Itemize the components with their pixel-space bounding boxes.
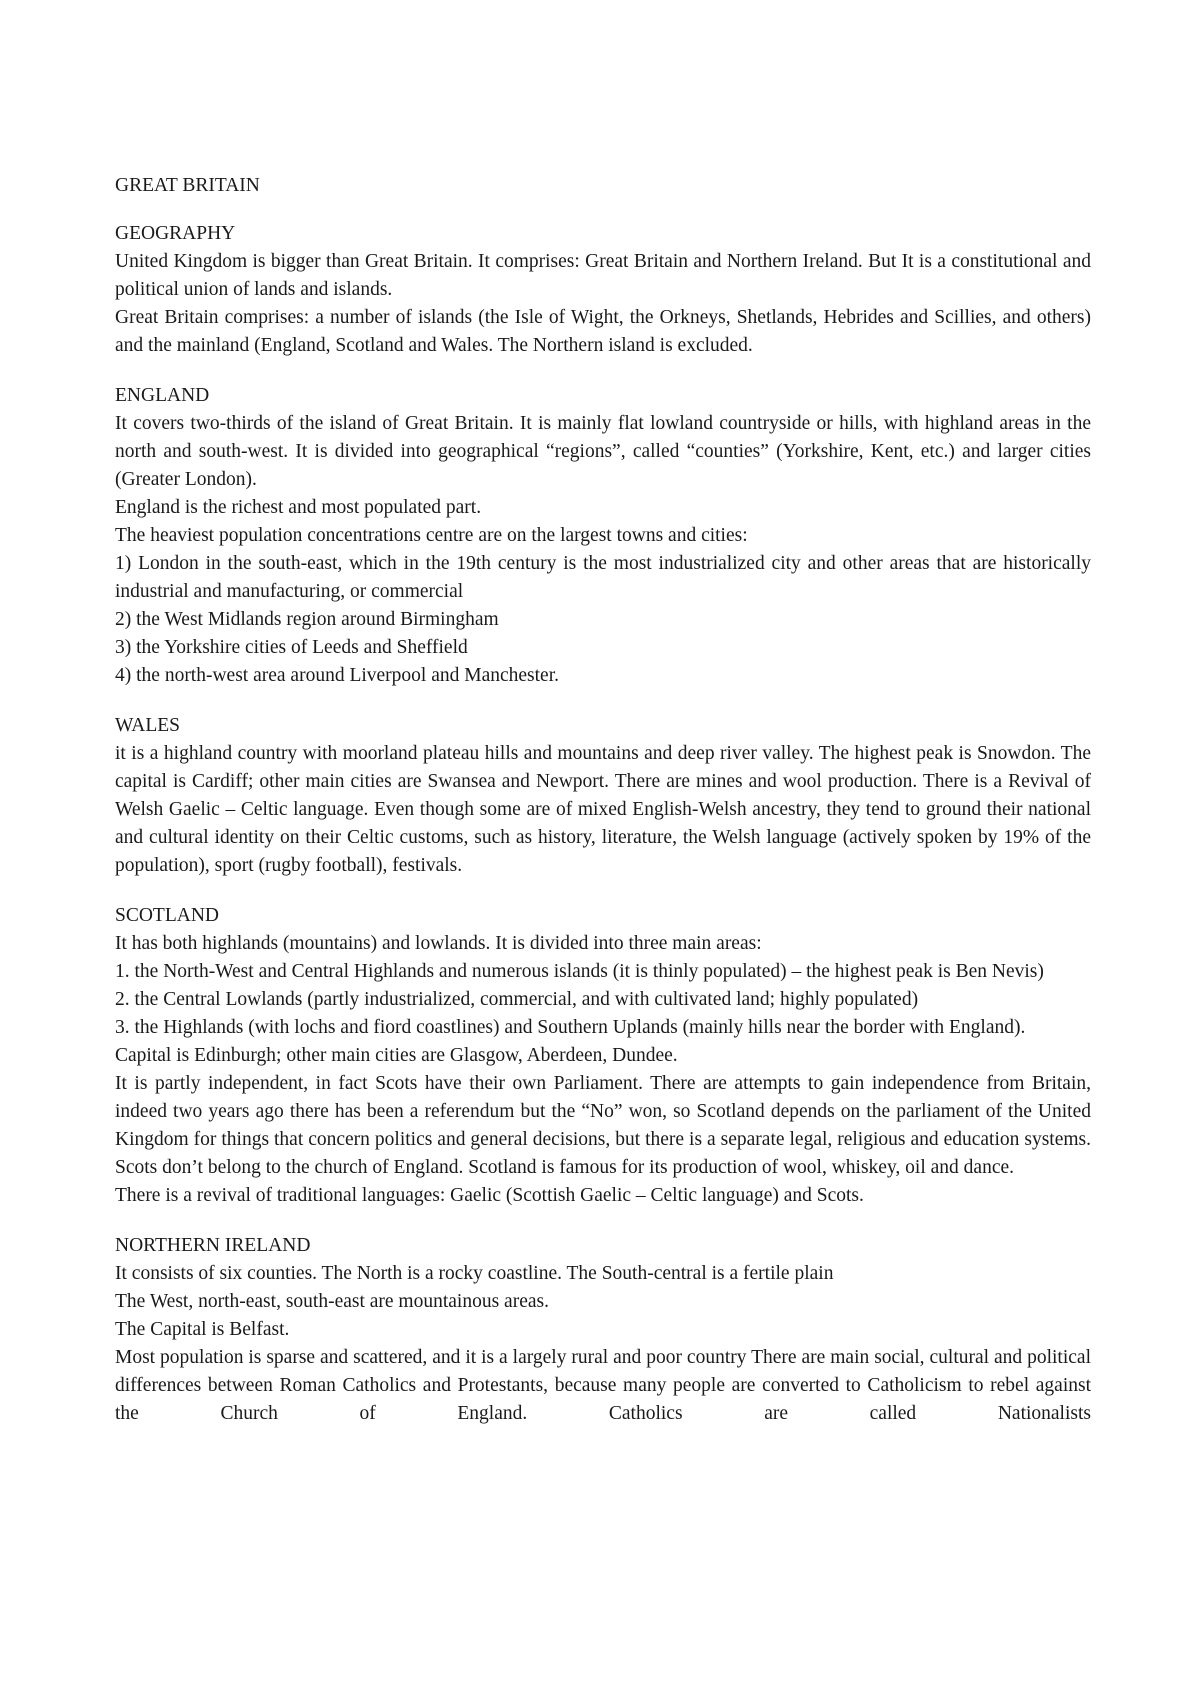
list-item: 3) the Yorkshire cities of Leeds and Sheffield xyxy=(115,637,468,658)
paragraph: The West, north-east, south-east are mountainous areas. xyxy=(115,1291,549,1312)
section-wales xyxy=(115,712,1091,880)
paragraph: It is partly independent, in fact Scots have their own Parliament. There are attempts to gain independence from Britain, indeed two years ago there has been a referendum but the “No” won, so Scotland depends on the parliament of the United Kingdom for things that concern politics and general decisions, but there is a separate legal, religious and education systems. Scots don’t belong to the church of England. Scotland is famous for its production of wool, whiskey, oil and dance. xyxy=(115,1073,1091,1178)
section-england xyxy=(115,382,1091,690)
paragraph: England is the richest and most populated part. xyxy=(115,497,482,518)
paragraph: Most population is sparse and scattered, and it is a largely rural and poor country There are main social, cultural and political differences between Roman Catholics and Protestants, because many people are converted to Catholicism to rebel against the Church of England. Catholics are called Nationalists xyxy=(115,1347,1091,1424)
section-northern-ireland xyxy=(115,1232,1091,1428)
document-title: GREAT BRITAIN xyxy=(115,175,260,196)
paragraph: The Capital is Belfast. xyxy=(115,1319,290,1340)
list-item: 2. the Central Lowlands (partly industrialized, commercial, and with cultivated land; highly populated) xyxy=(115,989,919,1010)
section-scotland xyxy=(115,902,1091,1210)
list-item: 3. the Highlands (with lochs and fiord coastlines) and Southern Uplands (mainly hills near the border with England). xyxy=(115,1017,1026,1038)
paragraph: United Kingdom is bigger than Great Britain. It comprises: Great Britain and Northern Ireland. But It is a constitutional and political union of lands and islands. xyxy=(115,251,1091,300)
section-geography xyxy=(115,220,1091,360)
paragraph: it is a highland country with moorland plateau hills and mountains and deep river valley. The highest peak is Snowdon. The capital is Cardiff; other main cities are Swansea and Newport. There are mines and wool production. There is a Revival of Welsh Gaelic – Celtic language. Even though some are of mixed English-Welsh ancestry, they tend to ground their national and cultural identity on their Celtic customs, such as history, literature, the Welsh language (actively spoken by 19% of the population), sport (rugby football), festivals. xyxy=(115,743,1091,876)
paragraph: The heaviest population concentrations centre are on the largest towns and cities: xyxy=(115,525,748,546)
document-page xyxy=(115,172,1091,1450)
section-heading: ENGLAND xyxy=(115,385,210,406)
paragraph: There is a revival of traditional languages: Gaelic (Scottish Gaelic – Celtic language) and Scots. xyxy=(115,1185,864,1206)
list-item: 1. the North-West and Central Highlands and numerous islands (it is thinly populated) – the highest peak is Ben Nevis) xyxy=(115,961,1044,982)
paragraph: It consists of six counties. The North is a rocky coastline. The South-central is a fertile plain xyxy=(115,1263,834,1284)
list-item: 4) the north-west area around Liverpool and Manchester. xyxy=(115,665,560,686)
section-heading: NORTHERN IRELAND xyxy=(115,1235,311,1256)
list-item: 2) the West Midlands region around Birmingham xyxy=(115,609,499,630)
paragraph: Capital is Edinburgh; other main cities are Glasgow, Aberdeen, Dundee. xyxy=(115,1045,678,1066)
paragraph: It covers two-thirds of the island of Great Britain. It is mainly flat lowland countryside or hills, with highland areas in the north and south-west. It is divided into geographical “regions”, called “counties” (Yorkshire, Kent, etc.) and larger cities (Greater London). xyxy=(115,413,1091,490)
section-heading: WALES xyxy=(115,715,180,736)
paragraph: It has both highlands (mountains) and lowlands. It is divided into three main areas: xyxy=(115,933,762,954)
section-heading: GEOGRAPHY xyxy=(115,223,236,244)
paragraph: Great Britain comprises: a number of islands (the Isle of Wight, the Orkneys, Shetlands, Hebrides and Scillies, and others) and the mainland (England, Scotland and Wales. The Northern island is excluded. xyxy=(115,307,1091,356)
list-item: 1) London in the south-east, which in the 19th century is the most industrialized city and other areas that are historically industrial and manufacturing, or commercial xyxy=(115,553,1091,602)
section-heading: SCOTLAND xyxy=(115,905,220,926)
